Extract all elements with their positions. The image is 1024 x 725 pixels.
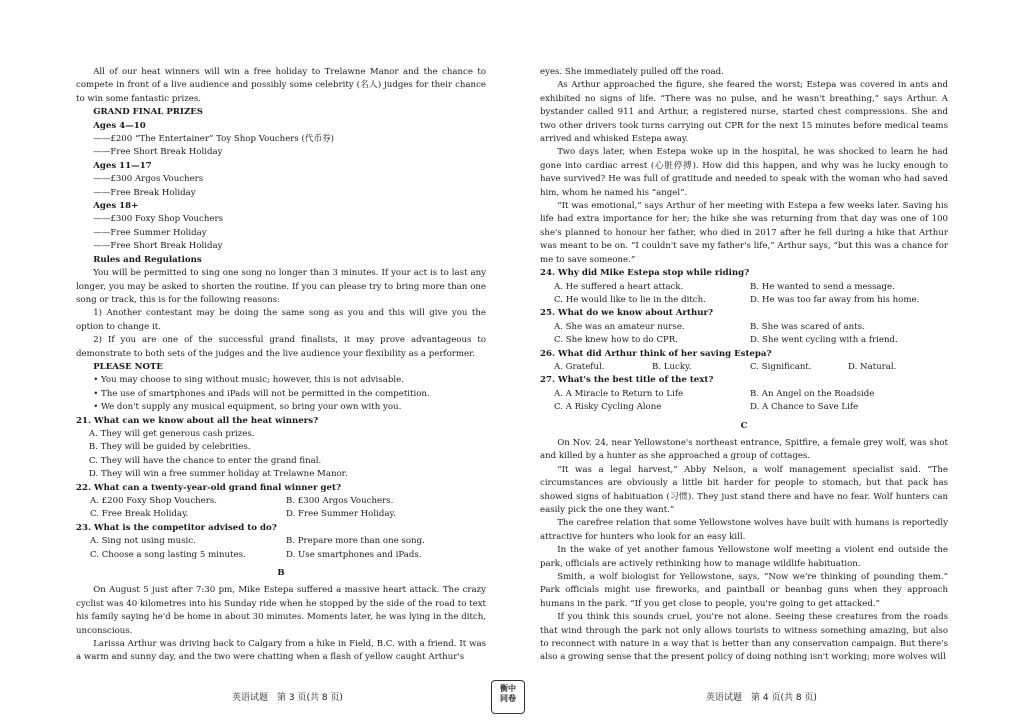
note-item: • You may choose to sing without music; however, this is not advisable. [93,375,404,386]
option: B. He wanted to send a message. [750,281,895,292]
options-grid [554,361,948,374]
rules-paragraph: You will be permitted to sing one song no longer than 3 minutes. If your act is to last any longer, you may be asked to shorten the routine. If you can please try to bring more than one song or track, this is for the following reasons: [76,268,486,305]
option: A. She was an amateur nurse. [554,321,685,332]
passage-c-paragraph: The carefree relation that some Yellowstone wolves have built with humans is reportedly attractive for hunters who look for an easy kill. [540,518,948,542]
note-heading: PLEASE NOTE [93,361,163,372]
options-grid [90,535,486,562]
prize-item: ——Free Short Break Holiday [93,241,223,252]
prize-item: ——Free Short Break Holiday [93,147,223,158]
options-grid [554,321,948,348]
option: B. She was scared of ants. [750,321,865,332]
option: A. A Miracle to Return to Life [554,388,684,399]
option: C. Significant. [750,361,812,372]
prize-item: ——Free Summer Holiday [93,227,207,238]
prizes-heading: GRAND FINAL PRIZES [93,107,203,118]
passage-b-continued: eyes. She immediately pulled off the road. [540,67,724,77]
note-item: • We don't supply any musical equipment, so bring your own with you. [93,402,402,413]
option: C. Choose a song lasting 5 minutes. [90,549,246,560]
passage-b-paragraph: On August 5 just after 7:30 pm, Mike Estepa suffered a massive heart attack. The crazy cyclist was 40 kilometres into his Sunday ride when he stopped by the side of the road to text his family saying he'd be home in about 30 minutes. Moments later, he was lying in the ditch, unconscious. [76,585,486,636]
age-group-3: Ages 18+ [93,201,139,212]
page-footer-right: 英语试题 第 4 页(共 8 页) [706,693,817,703]
question-22: 22. What can a twenty-year-old grand final winner get? [76,482,342,493]
option: C. He would like to lie in the ditch. [554,294,706,305]
option: A. They will get generous cash prizes. [88,428,255,439]
option: B. Lucky. [652,361,692,372]
option: A. £200 Foxy Shop Vouchers. [90,496,218,506]
passage-b-paragraph: As Arthur approached the figure, she feared the worst; Estepa was covered in ants and exhibited no signs of life. “There was no pulse, and he wasn't breathing,” says Arthur. A bystander called 911 and Arthur, a registered nurse, started chest compressions. She and two other drivers took turns carrying out CPR for the next 15 minutes before medical teams arrived and whisked Estepa away. [540,80,948,145]
option: B. An Angel on the Roadside [750,388,875,399]
question-27: 27. What's the best title of the text? [540,375,714,386]
option: D. Natural. [848,361,897,372]
question-25: 25. What do we know about Arthur? [540,308,714,319]
option: D. Use smartphones and iPads. [286,549,422,560]
option: C. Free Break Holiday. [90,509,189,520]
option: C. A Risky Cycling Alone [554,402,662,413]
options-grid [554,388,948,415]
question-26: 26. What did Arthur think of her saving Estepa? [540,348,772,359]
option: A. He suffered a heart attack. [554,281,684,292]
prize-item: ——£200 “The Entertainer” Toy Shop Vouchers (代币券) [93,134,335,145]
publisher-seal-logo: 衡中 同卷 [491,680,525,714]
option: D. She went cycling with a friend. [750,335,898,346]
question-23: 23. What is the competitor advised to do? [76,522,277,533]
options-grid [554,281,948,308]
right-column [540,66,948,665]
option: C. She knew how to do CPR. [554,335,679,346]
passage-b-paragraph: Larissa Arthur was driving back to Calgary from a hike in Field, B.C. with a friend. It was a warm and sunny day, and the two were chatting when a flash of yellow caught Arthur's [76,639,486,663]
rules-heading: Rules and Regulations [93,254,202,265]
option: D. Free Summer Holiday. [286,509,396,520]
prize-item: ——£300 Foxy Shop Vouchers [93,214,223,225]
passage-b-paragraph: “It was emotional,” says Arthur of her meeting with Estepa a few weeks later. Saving his life had extra importance for her; the hike she was returning from that day was one of 100 she's planned to honour her father, who died in 2017 after he fell during a hike that Arthur was meant to be on. “I couldn't save my father's life,” Arthur says, “but this was a chance for me to save someone.” [540,201,948,265]
note-item: • The use of smartphones and iPads will not be permitted in the competition. [93,388,430,399]
intro-paragraph: All of our heat winners will win a free holiday to Trelawne Manor and the chance to compete in front of a live audience and possibly some celebrity (名人) judges for their chance to win some fantastic prizes. [76,67,486,104]
section-c-heading: C [740,420,748,431]
age-group-2: Ages 11—17 [93,160,152,171]
passage-c-paragraph: If you think this sounds cruel, you're not alone. Seeing these creatures from the roads that wind through the park not only allows tourists to witness something amazing, but also to reconnect with nature in a way that is better than any conservation campaign. But there's also a growing sense that the present policy of doing nothing isn't working; more wolves will [540,612,948,663]
option: D. A Chance to Save Life [750,402,859,413]
option: D. They will win a free summer holiday at Trelawne Manor. [88,469,348,480]
question-24: 24. Why did Mike Estepa stop while riding? [540,268,750,279]
page-footer-left: 英语试题 第 3 页(共 8 页) [232,693,343,703]
options-grid [90,495,486,522]
passage-c-paragraph: In the wake of yet another famous Yellowstone wolf meeting a violent end outside the park, officials are actively rethinking how to manage wildlife habituation. [540,545,948,569]
age-group-1: Ages 4—10 [93,120,146,131]
prize-item: ——Free Break Holiday [93,187,196,198]
option: A. Sing not using music. [90,536,196,547]
option: C. They will have the chance to enter the grand final. [88,455,322,466]
passage-c-paragraph: “It was a legal harvest,” Abby Nelson, a wolf management specialist said. “The circumstances are obviously a little bit harder for people to stomach, but that pack has showed signs of habituation (习惯). They just stand there and have no fear. Wolf hunters can easily pick the one they want.” [540,464,948,515]
passage-c-paragraph: Smith, a wolf biologist for Yellowstone, says, “Now we're thinking of pounding them.” Park officials might use fireworks, and paintball or beanbag guns when they approach humans in the park. “If you get close to people, you're going to get attacked.” [540,572,948,609]
option: A. Grateful. [554,361,605,372]
prize-item: ——£300 Argos Vouchers [93,174,204,185]
question-21: 21. What can we know about all the heat winners? [76,415,319,426]
option: B. Prepare more than one song. [286,536,425,547]
rules-paragraph: 1) Another contestant may be doing the same song as you and this will give you the option to change it. [76,308,486,332]
passage-b-paragraph: Two days later, when Estepa woke up in the hospital, he was shocked to learn he had gone into cardiac arrest (心脏停搏). How did this happen, and why was he lucky enough to have survived? He was full of gratitude and needed to speak with the woman who had saved him, whom he named his “angel”. [540,147,948,198]
rules-paragraph: 2) If you are one of the successful grand finalists, it may prove advantageous to demonstrate to both sets of the judges and the live audience your flexibility as a performer. [76,335,486,359]
left-column [76,66,486,665]
option: D. He was too far away from his home. [750,294,920,305]
option: B. £300 Argos Vouchers. [286,496,394,506]
option: B. They will be guided by celebrities. [88,442,251,453]
passage-c-paragraph: On Nov. 24, near Yellowstone's northeast entrance, Spitfire, a female grey wolf, was shot and killed by a hunter as she approached a group of cottages. [540,437,948,462]
section-b-heading: B [277,568,285,579]
